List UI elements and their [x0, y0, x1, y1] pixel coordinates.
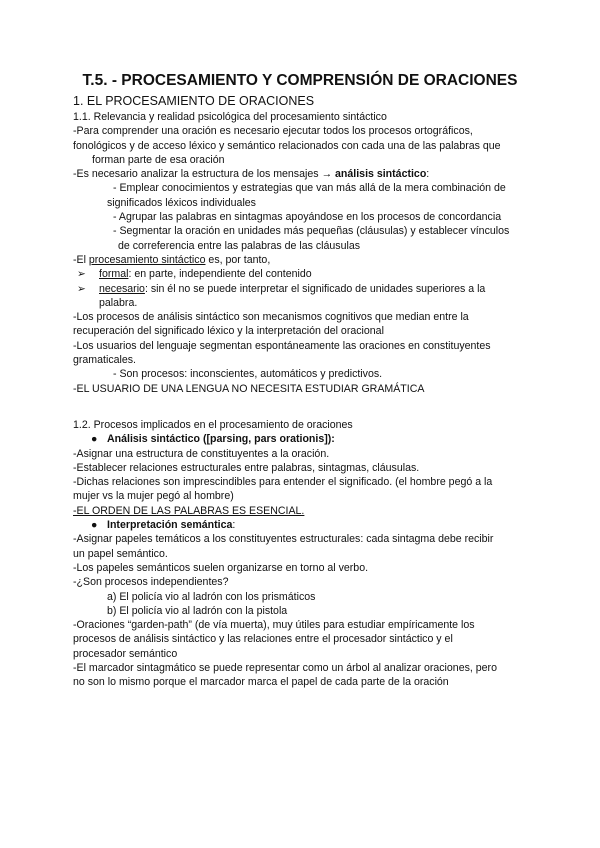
paragraph-line: -¿Son procesos independientes? — [73, 576, 229, 589]
underlined-term: formal — [99, 268, 129, 281]
dash-item: - Son procesos: inconscientes, automáticos y predictivos. — [113, 368, 383, 381]
bold-term: Análisis sintáctico ([parsing, pars orationis]): — [107, 433, 335, 446]
underlined-term: procesamiento sintáctico — [88, 253, 206, 266]
dash-item-continuation: significados léxicos individuales — [107, 196, 256, 209]
bullet-item — [73, 432, 533, 446]
paragraph-line — [73, 167, 533, 181]
paragraph-line: -Oraciones “garden-path” (de vía muerta), muy útiles para estudiar empíricamente los — [73, 619, 475, 632]
paragraph-line: forman parte de esa oración — [92, 153, 225, 166]
subsection-heading: 1.1. Relevancia y realidad psicológica del procesamiento sintáctico — [73, 111, 387, 123]
dash-item: - Segmentar la oración en unidades más pequeñas (cláusulas) y establecer vínculos — [113, 225, 510, 238]
paragraph-line: -El marcador sintagmático se puede representar como un árbol al analizar oraciones, pero — [73, 661, 497, 674]
text: : — [426, 168, 430, 181]
text: es, por tanto, — [205, 253, 271, 266]
paragraph-line: -Establecer relaciones estructurales entre palabras, sintagmas, cláusulas. — [73, 461, 420, 474]
bold-term: análisis sintáctico — [335, 168, 427, 181]
bullet-icon: ● — [91, 519, 98, 532]
document-body — [73, 110, 533, 690]
paragraph-line: fonológicos y de acceso léxico y semántico relacionados con cada una de las palabras que — [73, 139, 501, 152]
dash-item: - Agrupar las palabras en sintagmas apoyándose en los procesos de concordancia — [113, 211, 502, 224]
page-title: T.5. - PROCESAMIENTO Y COMPRENSIÓN DE ORACIONES — [82, 72, 518, 89]
text: : sin él no se puede interpretar el significado de unidades superiores a la — [144, 282, 486, 295]
underlined-term: necesario — [99, 282, 145, 295]
paragraph-line: gramaticales. — [73, 354, 136, 367]
spacer — [73, 396, 533, 418]
example-item: b) El policía vio al ladrón con la pistola — [107, 604, 288, 617]
example-item: a) El policía vio al ladrón con los prismáticos — [107, 590, 316, 603]
section-heading: 1. EL PROCESAMIENTO DE ORACIONES — [73, 94, 315, 108]
paragraph-line: un papel semántico. — [73, 547, 168, 560]
paragraph-line — [73, 253, 533, 267]
paragraph-line: recuperación del significado léxico y la interpretación del oracional — [73, 325, 384, 338]
paragraph-line: -Asignar papeles temáticos a los constituyentes estructurales: cada sintagma debe recibir — [73, 533, 494, 546]
paragraph-line: -EL ORDEN DE LAS PALABRAS ES ESENCIAL. — [73, 504, 305, 517]
paragraph-line: -Los procesos de análisis sintáctico son mecanismos cognitivos que median entre la — [73, 311, 469, 324]
arrow-item-continuation: palabra. — [99, 296, 138, 309]
paragraph-line: no son lo mismo porque el marcador marca el papel de cada parte de la oración — [73, 676, 449, 689]
paragraph-line: -Dichas relaciones son imprescindibles para entender el significado. (el hombre pegó a la — [73, 476, 493, 489]
paragraph-line: mujer vs la mujer pegó al hombre) — [73, 490, 234, 503]
subsection-heading: 1.2. Procesos implicados en el procesamiento de oraciones — [73, 418, 353, 431]
arrow-bullet-icon: ➢ — [77, 268, 86, 281]
text: -Es necesario analizar la estructura de los mensajes → — [73, 168, 336, 181]
text: -El — [73, 253, 89, 266]
paragraph-line: procesos de análisis sintáctico y las relaciones entre el procesador sintáctico y el — [73, 633, 453, 646]
bullet-icon: ● — [91, 433, 98, 446]
paragraph-line: -Los papeles semánticos suelen organizarse en torno al verbo. — [73, 561, 369, 574]
text: : en parte, independiente del contenido — [128, 268, 312, 281]
paragraph-line: -Para comprender una oración es necesario ejecutar todos los procesos ortográficos, — [73, 125, 473, 138]
arrow-bullet-icon: ➢ — [77, 282, 86, 295]
arrow-item — [73, 267, 533, 281]
paragraph-line: -EL USUARIO DE UNA LENGUA NO NECESITA ESTUDIAR GRAMÁTICA — [73, 382, 425, 395]
bold-term: Interpretación semántica — [107, 519, 233, 532]
dash-item: - Emplear conocimientos y estrategias que van más allá de la mera combinación de — [113, 182, 506, 195]
dash-item-continuation: de correferencia entre las palabras de las cláusulas — [118, 239, 361, 252]
paragraph-line: -Asignar una estructura de constituyentes a la oración. — [73, 447, 330, 460]
paragraph-line: -Los usuarios del lenguaje segmentan espontáneamente las oraciones en constituyentes — [73, 339, 491, 352]
paragraph-line: procesador semántico — [73, 647, 178, 660]
text: : — [232, 519, 236, 532]
arrow-item — [73, 282, 533, 296]
bullet-item — [73, 518, 533, 532]
